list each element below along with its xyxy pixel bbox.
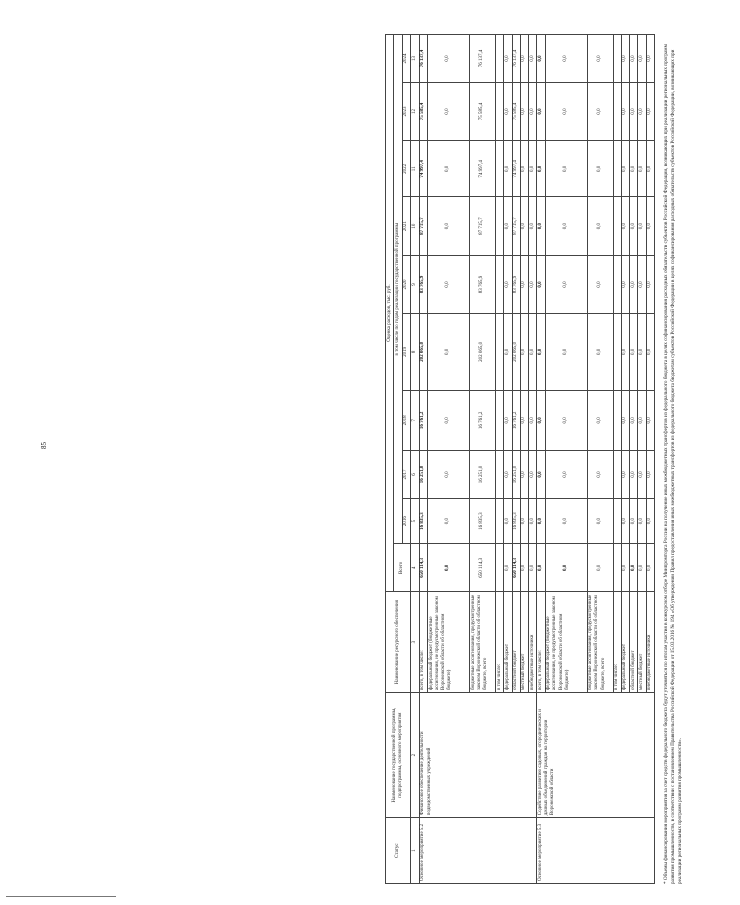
total-cell xyxy=(613,544,621,592)
year-value-cell: 0,0 xyxy=(428,498,470,544)
year-value-cell: 0,0 xyxy=(638,314,646,390)
year-value-cell xyxy=(613,498,621,544)
year-value-cell: 74 997,4 xyxy=(470,141,496,197)
total-cell xyxy=(496,544,504,592)
table-body xyxy=(419,35,654,884)
year-value-cell: 0,0 xyxy=(646,255,654,313)
year-value-cell: 0,0 xyxy=(638,451,646,499)
year-value-cell: 0,0 xyxy=(520,35,528,83)
year-value-cell: 0,0 xyxy=(545,255,587,313)
source-cell: всего, в том числе: xyxy=(419,592,427,693)
source-cell: федеральный бюджет xyxy=(504,592,512,693)
year-value-cell: 0,0 xyxy=(428,390,470,450)
year-value-cell: 0,0 xyxy=(428,255,470,313)
year-value-cell: 0,0 xyxy=(520,197,528,255)
year-value-cell: 74 997,4 xyxy=(512,141,520,197)
source-cell: федеральный бюджет (бюджетные ассигнования, не предусмотренные законом Воронежской области об областном бюджете) xyxy=(428,592,470,693)
year-value-cell: 0,0 xyxy=(504,35,512,83)
year-value-cell xyxy=(496,255,504,313)
year-value-cell: 0,0 xyxy=(646,82,654,140)
year-value-cell: 0,0 xyxy=(529,451,537,499)
year-value-cell xyxy=(613,390,621,450)
year-value-cell: 0,0 xyxy=(504,498,512,544)
header-year: 2017 xyxy=(402,451,410,499)
year-value-cell: 0,0 xyxy=(630,390,638,450)
header-year: 2023 xyxy=(402,82,410,140)
source-cell: местный бюджет xyxy=(520,592,528,693)
year-value-cell: 0,0 xyxy=(646,498,654,544)
year-value-cell: 0,0 xyxy=(428,35,470,83)
total-cell: 650 114,3 xyxy=(470,544,496,592)
year-value-cell: 0,0 xyxy=(545,141,587,197)
year-value-cell xyxy=(496,82,504,140)
source-cell: областной бюджет xyxy=(512,592,520,693)
year-value-cell xyxy=(613,197,621,255)
year-value-cell: 0,0 xyxy=(621,314,629,390)
footnote: * Объемы финансирования мероприятия за счет средств федерального бюджета будут уточняться по итогам участия в конкурсном отборе Минпромторга России на получение иных межбюджетных трансфертов из федерального бюджета в целях софинансирования расходных обязательств субъектов Российской Федерации, возникающих при реализации региональных программ развития промышленности, в соответствии с постановлением Правительства Российской Федерации от 15.03.2016 № 194 «Об утверждении Правил предоставления иных межбюджетных трансфертов из федерального бюджета бюджетам субъектов Российской Федерации в целях софинансирования расходных обязательств субъектов Российской Федерации, возникающих при реализации региональных программ развития промышленности». xyxy=(662,44,683,884)
year-value-cell: 0,0 xyxy=(621,141,629,197)
year-value-cell: 0,0 xyxy=(630,82,638,140)
year-value-cell: 0,0 xyxy=(520,255,528,313)
header-year: 2016 xyxy=(402,498,410,544)
rotated-content xyxy=(385,34,740,884)
year-value-cell: 0,0 xyxy=(630,197,638,255)
year-value-cell: 0,0 xyxy=(587,141,613,197)
year-value-cell xyxy=(613,82,621,140)
year-value-cell: 16 761,2 xyxy=(470,390,496,450)
page-number: 85 xyxy=(40,442,48,449)
header-source: Наименование ресурсного обеспечения xyxy=(386,592,411,693)
header-total: Всего xyxy=(394,544,411,592)
year-value-cell: 0,0 xyxy=(638,197,646,255)
year-value-cell: 0,0 xyxy=(537,141,545,197)
status-cell: Основное мероприятие 5.3 xyxy=(537,818,655,884)
year-value-cell xyxy=(496,498,504,544)
year-value-cell: 16 761,2 xyxy=(419,390,427,450)
year-value-cell: 0,0 xyxy=(520,82,528,140)
year-value-cell: 0,0 xyxy=(504,141,512,197)
year-value-cell: 0,0 xyxy=(638,141,646,197)
year-value-cell: 0,0 xyxy=(504,451,512,499)
year-value-cell: 16 761,2 xyxy=(512,390,520,450)
year-value-cell: 16 835,3 xyxy=(419,498,427,544)
year-value-cell: 0,0 xyxy=(587,35,613,83)
year-value-cell xyxy=(613,255,621,313)
year-value-cell: 16 251,0 xyxy=(470,451,496,499)
year-value-cell: 0,0 xyxy=(504,390,512,450)
year-value-cell: 0,0 xyxy=(646,141,654,197)
year-value-cell: 0,0 xyxy=(630,255,638,313)
source-cell: местный бюджет xyxy=(638,592,646,693)
year-value-cell: 202 065,0 xyxy=(419,314,427,390)
total-cell: 0,0 xyxy=(638,544,646,592)
year-value-cell xyxy=(496,314,504,390)
year-value-cell: 0,0 xyxy=(621,82,629,140)
year-value-cell: 0,0 xyxy=(587,498,613,544)
column-index: 11 xyxy=(410,141,419,197)
year-value-cell: 0,0 xyxy=(587,314,613,390)
year-value-cell xyxy=(496,451,504,499)
column-index: 8 xyxy=(410,314,419,390)
year-value-cell: 0,0 xyxy=(587,197,613,255)
year-value-cell: 0,0 xyxy=(529,314,537,390)
header-name: Наименование государственной программы, подпрограммы, основного мероприятия xyxy=(386,693,411,818)
source-cell: в том числе: xyxy=(613,592,621,693)
column-index: 1 xyxy=(410,818,419,884)
year-value-cell: 0,0 xyxy=(428,82,470,140)
header-indices xyxy=(410,35,419,884)
year-value-cell xyxy=(496,197,504,255)
year-value-cell xyxy=(613,451,621,499)
column-index: 10 xyxy=(410,197,419,255)
year-value-cell: 0,0 xyxy=(529,141,537,197)
column-index: 4 xyxy=(410,544,419,592)
year-value-cell: 76 137,4 xyxy=(512,35,520,83)
year-value-cell: 0,0 xyxy=(537,255,545,313)
column-index: 2 xyxy=(410,693,419,818)
year-value-cell: 0,0 xyxy=(428,314,470,390)
year-value-cell: 83 765,9 xyxy=(470,255,496,313)
year-value-cell: 0,0 xyxy=(587,255,613,313)
year-value-cell: 0,0 xyxy=(646,390,654,450)
year-value-cell: 0,0 xyxy=(545,314,587,390)
year-value-cell: 83 765,9 xyxy=(419,255,427,313)
source-cell: в том числе: xyxy=(496,592,504,693)
year-value-cell: 0,0 xyxy=(630,451,638,499)
year-value-cell: 0,0 xyxy=(638,255,646,313)
year-value-cell: 0,0 xyxy=(621,390,629,450)
year-value-cell: 83 765,9 xyxy=(512,255,520,313)
year-value-cell: 0,0 xyxy=(646,314,654,390)
year-value-cell: 75 585,4 xyxy=(470,82,496,140)
year-value-cell: 0,0 xyxy=(630,141,638,197)
total-cell: 0,0 xyxy=(537,544,545,592)
budget-table xyxy=(385,34,655,884)
year-value-cell: 75 585,4 xyxy=(512,82,520,140)
year-value-cell: 0,0 xyxy=(638,35,646,83)
column-index: 9 xyxy=(410,255,419,313)
year-value-cell: 0,0 xyxy=(545,82,587,140)
source-cell: внебюджетные источники xyxy=(529,592,537,693)
total-cell: 0,0 xyxy=(520,544,528,592)
table-row xyxy=(419,35,427,884)
year-value-cell xyxy=(496,390,504,450)
year-value-cell: 0,0 xyxy=(537,451,545,499)
total-cell: 0,0 xyxy=(545,544,587,592)
total-cell: 0,0 xyxy=(529,544,537,592)
year-value-cell: 0,0 xyxy=(545,35,587,83)
program-name-cell: Содействие развитию садовых, огороднических и дачных объединений граждан на территории Воронежской области xyxy=(537,693,655,818)
year-value-cell: 76 137,4 xyxy=(419,35,427,83)
source-cell: бюджетные ассигнования, предусмотренные законом Воронежской области об областном бюджете, всего xyxy=(587,592,613,693)
year-value-cell: 0,0 xyxy=(638,82,646,140)
source-cell: федеральный бюджет xyxy=(621,592,629,693)
total-cell: 0,0 xyxy=(428,544,470,592)
table-row xyxy=(537,35,545,884)
year-value-cell: 0,0 xyxy=(529,255,537,313)
year-value-cell: 87 715,7 xyxy=(512,197,520,255)
column-index: 12 xyxy=(410,82,419,140)
year-value-cell: 0,0 xyxy=(428,197,470,255)
status-cell: Основное мероприятие 5.2 xyxy=(419,818,537,884)
column-index: 5 xyxy=(410,498,419,544)
year-value-cell: 75 585,4 xyxy=(419,82,427,140)
year-value-cell: 0,0 xyxy=(520,390,528,450)
year-value-cell: 16 835,3 xyxy=(512,498,520,544)
year-value-cell: 0,0 xyxy=(646,197,654,255)
year-value-cell: 0,0 xyxy=(646,451,654,499)
year-value-cell: 202 065,0 xyxy=(470,314,496,390)
year-value-cell: 0,0 xyxy=(646,35,654,83)
header-year: 2024 xyxy=(402,35,410,83)
year-value-cell: 0,0 xyxy=(520,141,528,197)
year-value-cell: 0,0 xyxy=(520,451,528,499)
header-year: 2022 xyxy=(402,141,410,197)
year-value-cell: 76 137,4 xyxy=(470,35,496,83)
year-value-cell: 202 065,0 xyxy=(512,314,520,390)
header-estimate: Оценка расходов, тыс. руб. xyxy=(386,35,394,592)
year-value-cell: 0,0 xyxy=(638,498,646,544)
year-value-cell: 87 715,7 xyxy=(470,197,496,255)
header-year: 2018 xyxy=(402,390,410,450)
source-cell: областной бюджет xyxy=(630,592,638,693)
year-value-cell: 0,0 xyxy=(504,314,512,390)
year-value-cell: 0,0 xyxy=(529,82,537,140)
column-index: 13 xyxy=(410,35,419,83)
year-value-cell xyxy=(613,314,621,390)
footer-rule xyxy=(6,896,116,897)
year-value-cell: 0,0 xyxy=(529,498,537,544)
year-value-cell: 0,0 xyxy=(504,82,512,140)
total-cell: 0,0 xyxy=(646,544,654,592)
year-value-cell: 0,0 xyxy=(529,390,537,450)
year-value-cell xyxy=(496,141,504,197)
year-value-cell: 0,0 xyxy=(621,35,629,83)
header-year: 2021 xyxy=(402,197,410,255)
year-value-cell: 0,0 xyxy=(587,451,613,499)
year-value-cell: 0,0 xyxy=(537,314,545,390)
total-cell: 0,0 xyxy=(630,544,638,592)
header-by-years: в том числе по годам реализации государственной программы xyxy=(394,35,402,544)
table-head xyxy=(386,35,420,884)
year-value-cell xyxy=(496,35,504,83)
year-value-cell: 0,0 xyxy=(537,498,545,544)
column-index: 6 xyxy=(410,451,419,499)
source-cell: федеральный бюджет (бюджетные ассигнования, не предусмотренные законом Воронежской области об областном бюджете) xyxy=(545,592,587,693)
year-value-cell: 0,0 xyxy=(537,390,545,450)
year-value-cell: 0,0 xyxy=(520,314,528,390)
year-value-cell: 16 251,0 xyxy=(419,451,427,499)
year-value-cell: 0,0 xyxy=(630,314,638,390)
year-value-cell: 16 251,0 xyxy=(512,451,520,499)
year-value-cell: 0,0 xyxy=(529,35,537,83)
year-value-cell: 0,0 xyxy=(520,498,528,544)
year-value-cell: 16 835,3 xyxy=(470,498,496,544)
year-value-cell: 0,0 xyxy=(638,390,646,450)
source-cell: всего, в том числе: xyxy=(537,592,545,693)
year-value-cell: 0,0 xyxy=(504,255,512,313)
year-value-cell: 0,0 xyxy=(587,82,613,140)
column-index: 3 xyxy=(410,592,419,693)
year-value-cell: 0,0 xyxy=(428,451,470,499)
total-cell: 0,0 xyxy=(504,544,512,592)
year-value-cell: 0,0 xyxy=(428,141,470,197)
year-value-cell: 74 997,4 xyxy=(419,141,427,197)
year-value-cell xyxy=(613,35,621,83)
header-year: 2020 xyxy=(402,255,410,313)
header-status: Статус xyxy=(386,818,411,884)
year-value-cell: 0,0 xyxy=(537,82,545,140)
year-value-cell: 87 715,7 xyxy=(419,197,427,255)
year-value-cell: 0,0 xyxy=(537,197,545,255)
column-index: 7 xyxy=(410,390,419,450)
year-value-cell: 0,0 xyxy=(621,197,629,255)
source-cell: внебюджетные источники xyxy=(646,592,654,693)
year-value-cell: 0,0 xyxy=(587,390,613,450)
year-value-cell: 0,0 xyxy=(621,451,629,499)
year-value-cell: 0,0 xyxy=(529,197,537,255)
year-value-cell: 0,0 xyxy=(621,255,629,313)
year-value-cell: 0,0 xyxy=(630,498,638,544)
year-value-cell: 0,0 xyxy=(504,197,512,255)
year-value-cell: 0,0 xyxy=(545,197,587,255)
year-value-cell: 0,0 xyxy=(545,390,587,450)
total-cell: 0,0 xyxy=(587,544,613,592)
total-cell: 650 114,3 xyxy=(512,544,520,592)
header-year: 2019 xyxy=(402,314,410,390)
program-name-cell: Финансовое обеспечение деятельности подведомственных учреждений xyxy=(419,693,537,818)
year-value-cell: 0,0 xyxy=(621,498,629,544)
source-cell: бюджетные ассигнования, предусмотренные законом Воронежской области об областном бюджете, всего xyxy=(470,592,496,693)
year-value-cell: 0,0 xyxy=(630,35,638,83)
year-value-cell xyxy=(613,141,621,197)
year-value-cell: 0,0 xyxy=(545,498,587,544)
total-cell: 650 114,3 xyxy=(419,544,427,592)
year-value-cell: 0,0 xyxy=(537,35,545,83)
total-cell: 0,0 xyxy=(621,544,629,592)
year-value-cell: 0,0 xyxy=(545,451,587,499)
